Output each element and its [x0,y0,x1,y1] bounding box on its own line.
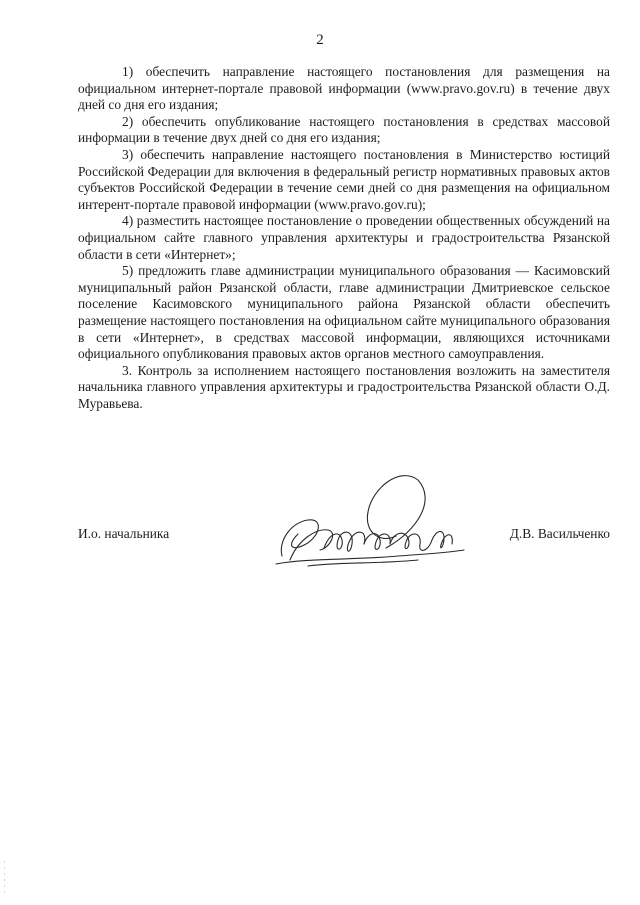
paragraph-item-2: 2) обеспечить опубликование настоящего постановления в средствах массовой информации в течение двух дней со дня его издания; [78,113,610,146]
signatory-name: Д.В. Васильченко [509,526,610,541]
paragraph-item-4: 4) разместить настоящее постановление о проведении общественных обсуждений на официальном сайте главного управления архитектуры и градостроительства Рязанской области в сети «Интернет»; [78,213,610,262]
scan-margin-artifact [3,860,6,900]
paragraph-item-5: 5) предложить главе администрации муниципального образования — Касимовский муниципальный район Рязанской области, главе администрации Дмитриевское сельское поселение Касимовского муниципального района Рязанской области обеспечить размещение настоящего постановления на официальном сайте муниципального образования в сети «Интернет», в средствах массовой информации, являющихся источниками официального опубликования правовых актов органов местного самоуправления. [78,263,610,362]
page-number: 2 [316,32,324,48]
paragraph-item-1: 1) обеспечить направление настоящего постановления для размещения на официальном интернет-портале правовой информации (www.pravo.gov.ru) в течение двух дней со дня его издания; [78,64,610,113]
paragraph-item-3: 3) обеспечить направление настоящего постановления в Министерство юстиций Российской Федерации для включения в федеральный регистр нормативных правовых актов субъектов Российской Федерации в течение семи дней со дня размещения на официальном интерент-портале правовой информации (www.pravo.gov.ru); [78,146,610,212]
signatory-position: И.о. начальника [78,526,170,541]
signature-block [78,520,610,560]
paragraph-control-clause: 3. Контроль за исполнением настоящего постановления возложить на заместителя начальника главного управления архитектуры и градостроительства Рязанской области О.Д. Муравьева. [78,362,610,411]
document-body [78,64,610,412]
